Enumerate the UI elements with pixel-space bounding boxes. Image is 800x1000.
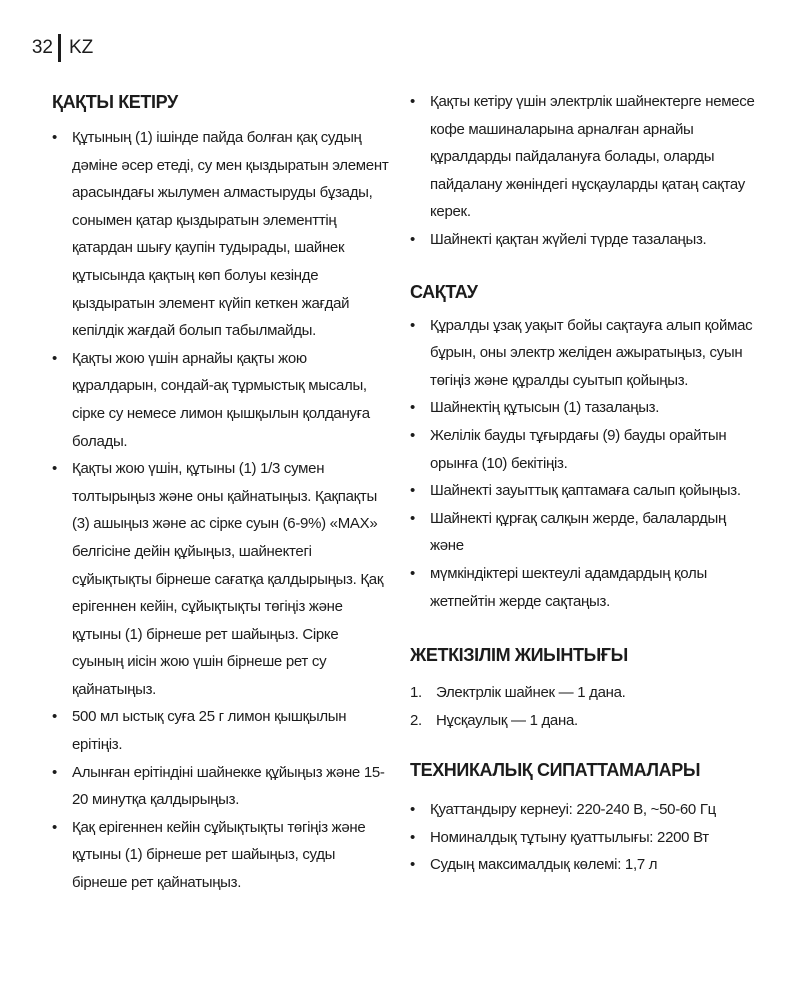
package-contents-heading: ЖЕТКІЗІЛІМ ЖИЫНТЫҒЫ: [410, 645, 628, 666]
list-item: • Қуаттандыру кернеуі: 220-240 В, ~50-60 Гц: [410, 796, 758, 824]
package-contents-list: [410, 679, 758, 734]
list-item: • Желілік бауды тұғырдағы (9) бауды орайтын орынға (10) бекітіңіз.: [410, 422, 758, 477]
list-item: • Шайнекті құрғақ салқын жерде, балалардың және: [410, 505, 758, 560]
descaling-continued-list: [410, 88, 758, 254]
list-item: • Қақты жою үшін арнайы қақты жою құралдарын, сондай-ақ тұрмыстық мысалы, сірке су немесе лимон қышқылын қолдануға болады.: [52, 345, 392, 455]
list-item: • 500 мл ыстық суға 25 г лимон қышқылын ерітіңіз.: [52, 703, 392, 758]
left-column: [52, 88, 392, 897]
list-item: • Алынған ерітіндіні шайнекке құйыңыз және 15-20 минутқа қалдырыңыз.: [52, 759, 392, 814]
page-header: [16, 36, 93, 60]
header-divider: [58, 34, 61, 62]
list-item: • Номиналдық тұтыну қуаттылығы: 2200 Вт: [410, 824, 758, 852]
item-text: Электрлік шайнек — 1 дана.: [436, 684, 626, 702]
descaling-heading: ҚАҚТЫ КЕТІРУ: [52, 92, 178, 112]
descaling-list: [52, 124, 392, 897]
list-item: • мүмкіндіктері шектеулі адамдардың қолы жетпейтін жерде сақтаңыз.: [410, 560, 758, 615]
storage-list: [410, 312, 758, 616]
list-item: • Құтының (1) ішінде пайда болған қақ судың дәміне әсер етеді, су мен қыздыратын элемент арасындағы жылумен алмастыруды бұзады, сонымен қатар қыздыратын элементтің қатардан шығу қаупін тудырады, шайнек құтысында қақтың көп болуы кезінде қыздыратын элемент күйіп кеткен жағдай кепілдік жағдай болып табылмайды.: [52, 124, 392, 345]
list-item: [410, 679, 758, 707]
list-item: [410, 707, 758, 735]
technical-specs-heading: ТЕХНИКАЛЫҚ СИПАТТАМАЛАРЫ: [410, 760, 701, 781]
storage-heading: САҚТАУ: [410, 281, 478, 302]
technical-specs-list: [410, 796, 758, 879]
list-item: • Шайнектің құтысын (1) тазалаңыз.: [410, 394, 758, 422]
list-item: • Шайнекті қақтан жүйелі түрде тазалаңыз.: [410, 226, 758, 254]
item-text: Нұсқаулық — 1 дана.: [436, 711, 578, 729]
right-column: [410, 88, 758, 879]
list-item: • Құралды ұзақ уақыт бойы сақтауға алып қоймас бұрын, оны электр желіден ажыратыңыз, суын төгіңіз және құралды суытып қойыңыз.: [410, 312, 758, 395]
list-item: • Қақты жою үшін, құтыны (1) 1/3 сумен толтырыңыз және оны қайнатыңыз. Қақпақты (3) ашыңыз және ас сірке суын (6-9%) «MAX» белгісіне дейін құйыңыз, шайнектегі сұйықтықты бірнеше сағатқа қалдырыңыз. Қақ ерігеннен кейін, сұйықтықты төгіңіз және құтыны (1) бірнеше рет шайыңыз. Сірке суының иісін жою үшін бірнеше рет су қайнатыңыз.: [52, 455, 392, 703]
language-code: KZ: [69, 37, 94, 58]
item-number: 2.: [410, 711, 422, 729]
list-item: • Шайнекті зауыттық қаптамаға салып қойыңыз.: [410, 477, 758, 505]
list-item: • Қақ ерігеннен кейін сұйықтықты төгіңіз және құтыны (1) бірнеше рет шайыңыз, суды бірнеше рет қайнатыңыз.: [52, 814, 392, 897]
item-number: 1.: [410, 684, 422, 702]
list-item: • Қақты кетіру үшін электрлік шайнектерге немесе кофе машиналарына арналған арнайы құралдарды пайдалануға болады, оларды пайдалану жөніндегі нұсқауларды қатаң сақтау керек.: [410, 88, 758, 226]
list-item: • Судың максималдық көлемі: 1,7 л: [410, 851, 758, 879]
page-number: 32: [31, 37, 53, 58]
